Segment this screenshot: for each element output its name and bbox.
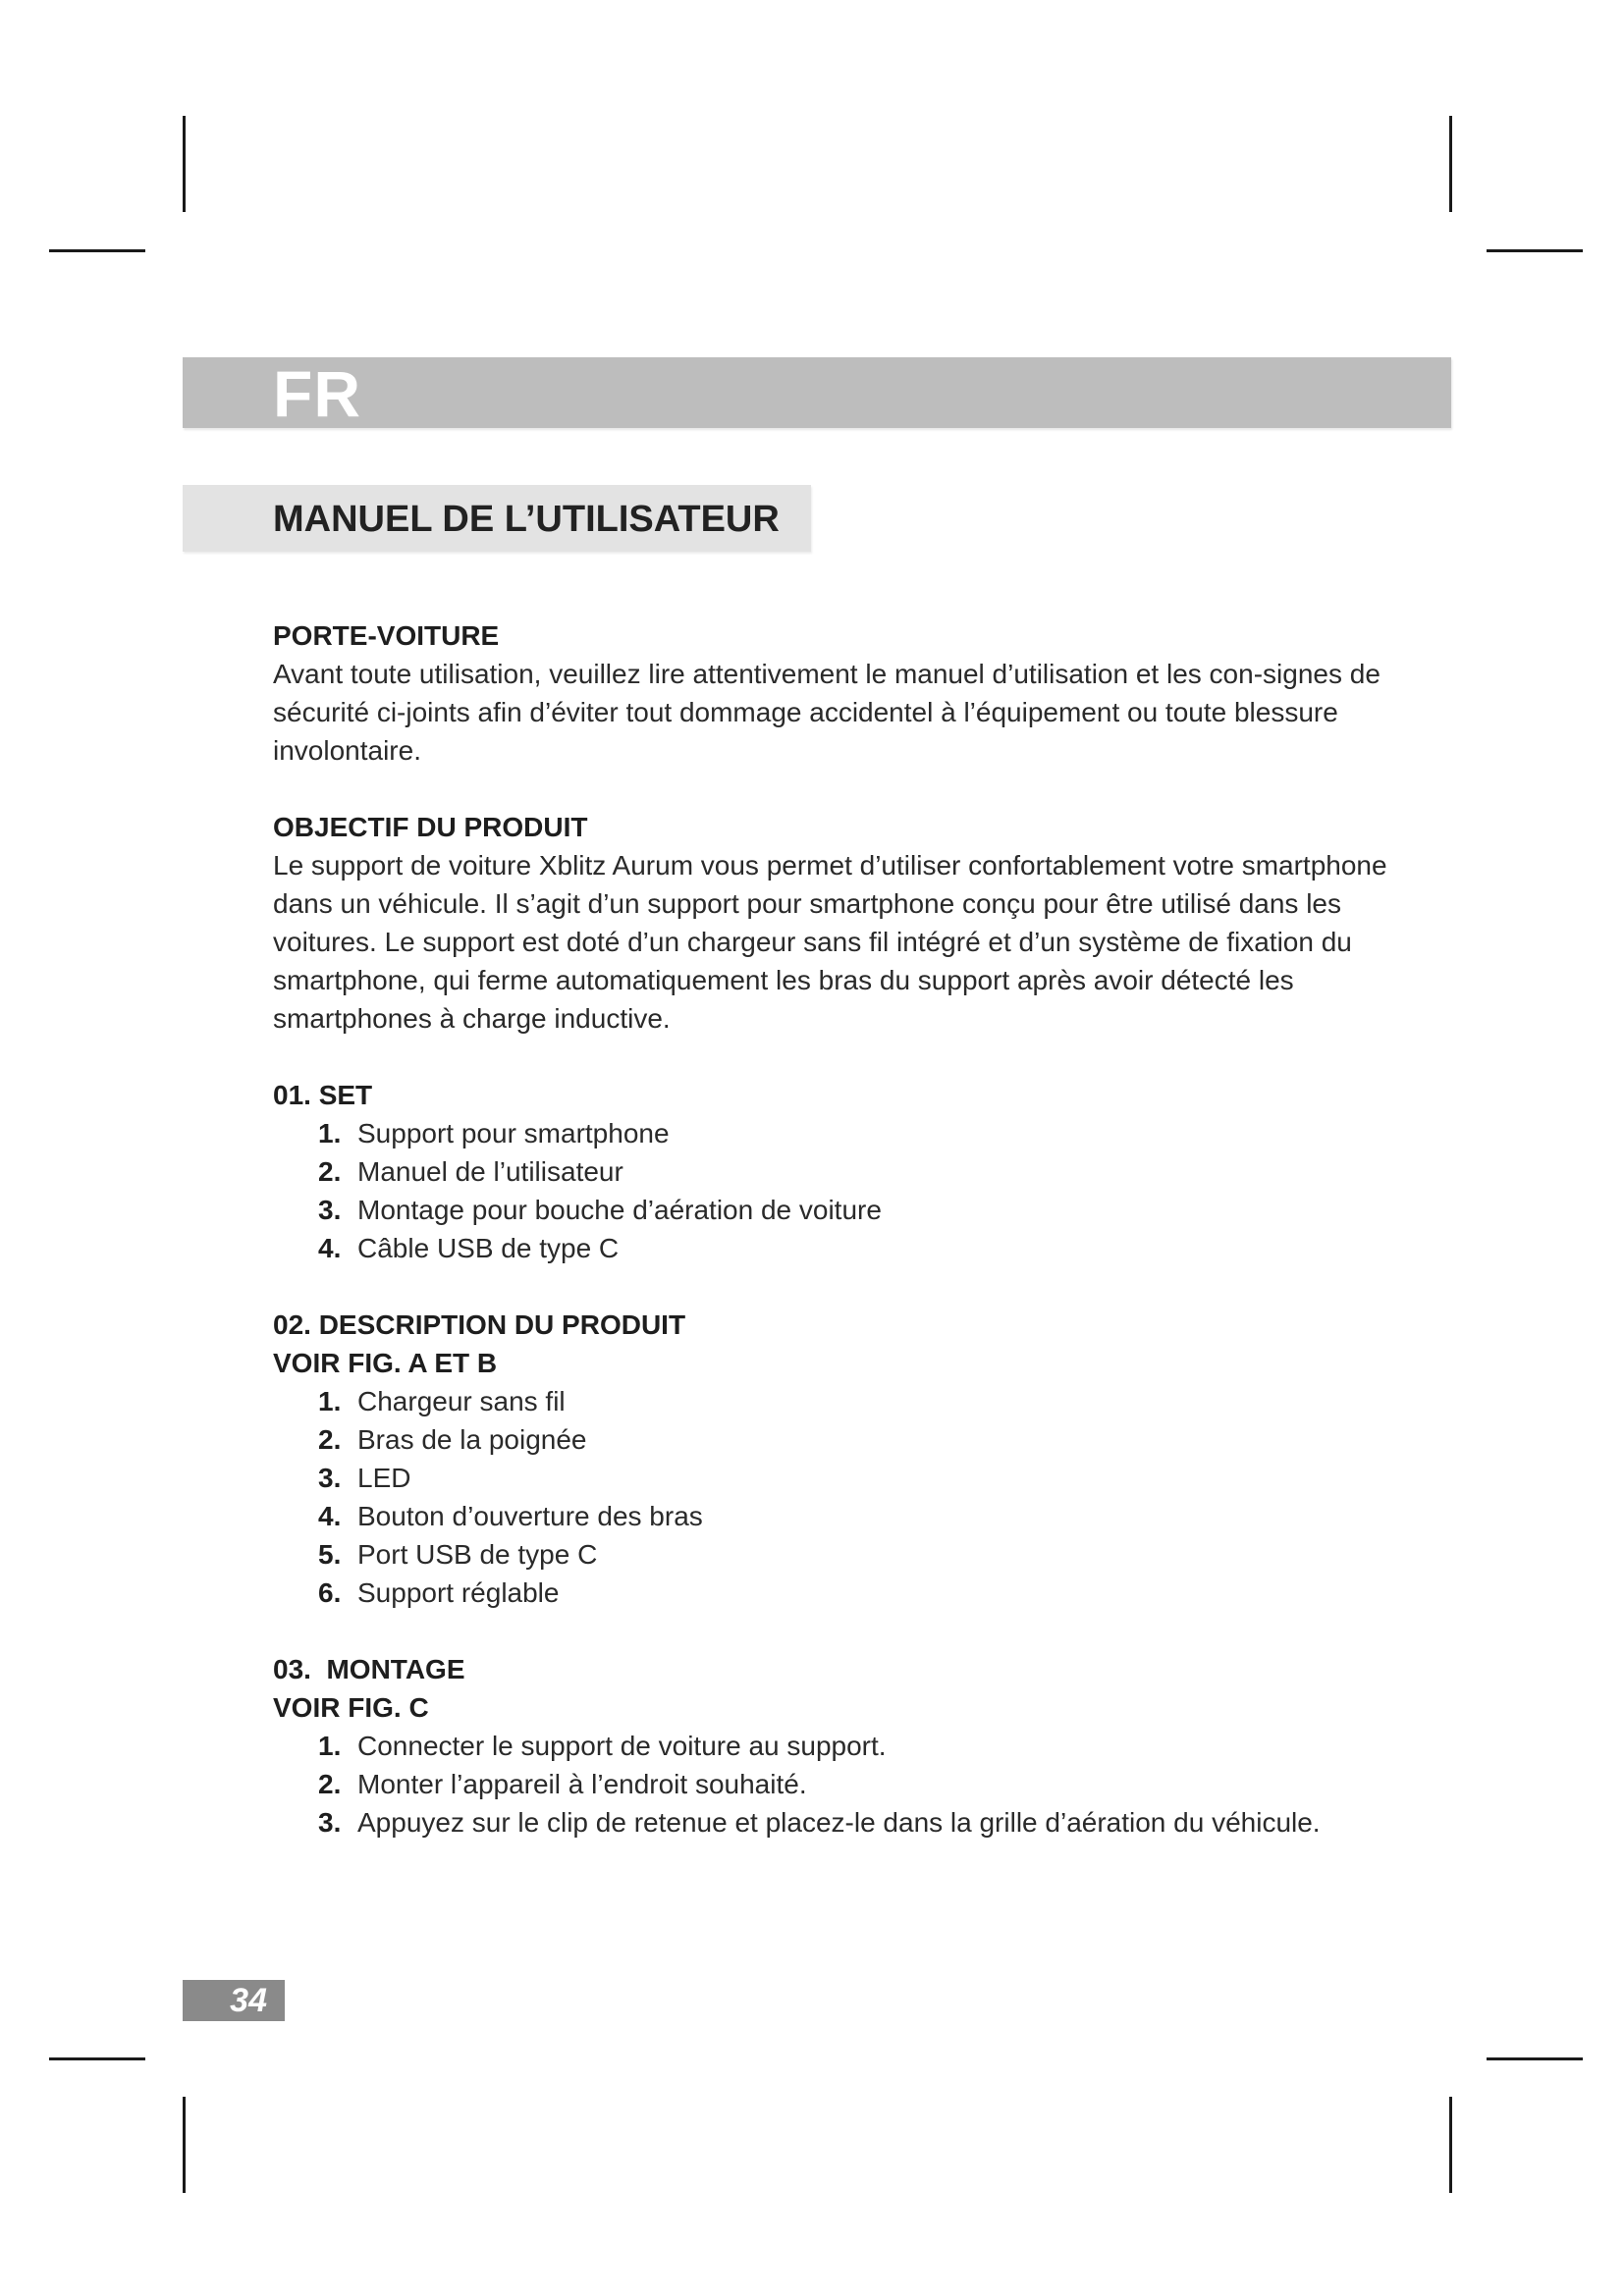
item-text: LED	[357, 1463, 411, 1493]
section-heading: 02. DESCRIPTION DU PRODUIT	[273, 1309, 686, 1340]
list-item	[318, 1382, 1392, 1420]
list-item	[318, 1535, 1392, 1574]
page-number: 34	[230, 1982, 267, 2019]
manual-title-box	[183, 485, 811, 552]
list-item	[318, 1459, 1392, 1497]
language-code: FR	[273, 357, 361, 430]
crop-mark-bottom-left-horizontal	[49, 2057, 145, 2060]
item-text: Bras de la poignée	[357, 1424, 587, 1455]
list-item	[318, 1420, 1392, 1459]
crop-mark-bottom-right-horizontal	[1487, 2057, 1583, 2060]
item-number: 1.	[318, 1118, 342, 1148]
item-text: Port USB de type C	[357, 1539, 598, 1570]
crop-mark-top-left-vertical	[183, 116, 186, 212]
item-number: 3.	[318, 1807, 342, 1838]
crop-mark-top-right-horizontal	[1487, 249, 1583, 252]
montage-list	[273, 1727, 1392, 1842]
section-body: Le support de voiture Xblitz Aurum vous permet d’utiliser confortablement votre smartphone dans un véhicule. Il s’agit d’un support pour smartphone conçu pour être utilisé dans les voitures. Le support est doté d’un chargeur sans fil intégré et d’un système de fixation du smartphone, qui ferme automatiquement les bras du support après avoir détecté les smartphones à charge inductive.	[273, 850, 1387, 1034]
item-text: Bouton d’ouverture des bras	[357, 1501, 703, 1531]
section-body: Avant toute utilisation, veuillez lire attentivement le manuel d’utilisation et les con-signes de sécurité ci-joints afin d’éviter tout dommage accidentel à l’équipement ou toute blessure involontaire.	[273, 659, 1380, 766]
manual-content	[273, 616, 1392, 1880]
item-number: 5.	[318, 1539, 342, 1570]
item-text: Monter l’appareil à l’endroit souhaité.	[357, 1769, 807, 1799]
list-item	[318, 1497, 1392, 1535]
item-number: 2.	[318, 1424, 342, 1455]
section-heading: 01. SET	[273, 1080, 373, 1110]
set-list	[273, 1114, 1392, 1267]
list-item	[318, 1114, 1392, 1152]
list-item	[318, 1152, 1392, 1191]
item-text: Montage pour bouche d’aération de voiture	[357, 1195, 882, 1225]
list-item	[318, 1765, 1392, 1803]
list-item	[318, 1229, 1392, 1267]
item-text: Câble USB de type C	[357, 1233, 620, 1263]
list-item	[318, 1574, 1392, 1612]
section-heading: PORTE-VOITURE	[273, 620, 500, 651]
crop-mark-bottom-left-vertical	[183, 2097, 186, 2193]
section-objectif	[273, 808, 1392, 1038]
section-montage	[273, 1650, 1392, 1842]
item-number: 4.	[318, 1501, 342, 1531]
item-number: 1.	[318, 1386, 342, 1416]
item-text: Chargeur sans fil	[357, 1386, 566, 1416]
description-list	[273, 1382, 1392, 1612]
list-item	[318, 1727, 1392, 1765]
item-text: Connecter le support de voiture au support.	[357, 1731, 887, 1761]
item-number: 2.	[318, 1769, 342, 1799]
crop-mark-bottom-right-vertical	[1449, 2097, 1452, 2193]
list-item	[318, 1191, 1392, 1229]
section-description	[273, 1306, 1392, 1612]
item-number: 1.	[318, 1731, 342, 1761]
section-subheading: VOIR FIG. A ET B	[273, 1348, 498, 1378]
item-number: 3.	[318, 1195, 342, 1225]
item-number: 4.	[318, 1233, 342, 1263]
item-text: Support réglable	[357, 1577, 560, 1608]
list-item	[318, 1803, 1392, 1842]
item-text: Appuyez sur le clip de retenue et placez-le dans la grille d’aération du véhicule.	[357, 1807, 1321, 1838]
section-heading: 03. MONTAGE	[273, 1654, 465, 1684]
crop-mark-top-left-horizontal	[49, 249, 145, 252]
language-banner	[183, 357, 1451, 428]
crop-mark-top-right-vertical	[1449, 116, 1452, 212]
manual-title: MANUEL DE L’UTILISATEUR	[273, 499, 780, 540]
item-number: 3.	[318, 1463, 342, 1493]
item-text: Manuel de l’utilisateur	[357, 1156, 623, 1187]
section-set	[273, 1076, 1392, 1267]
page-number-badge	[183, 1980, 285, 2021]
item-number: 6.	[318, 1577, 342, 1608]
section-heading: OBJECTIF DU PRODUIT	[273, 812, 588, 842]
section-porte-voiture	[273, 616, 1392, 770]
section-subheading: VOIR FIG. C	[273, 1692, 429, 1723]
item-text: Support pour smartphone	[357, 1118, 670, 1148]
item-number: 2.	[318, 1156, 342, 1187]
